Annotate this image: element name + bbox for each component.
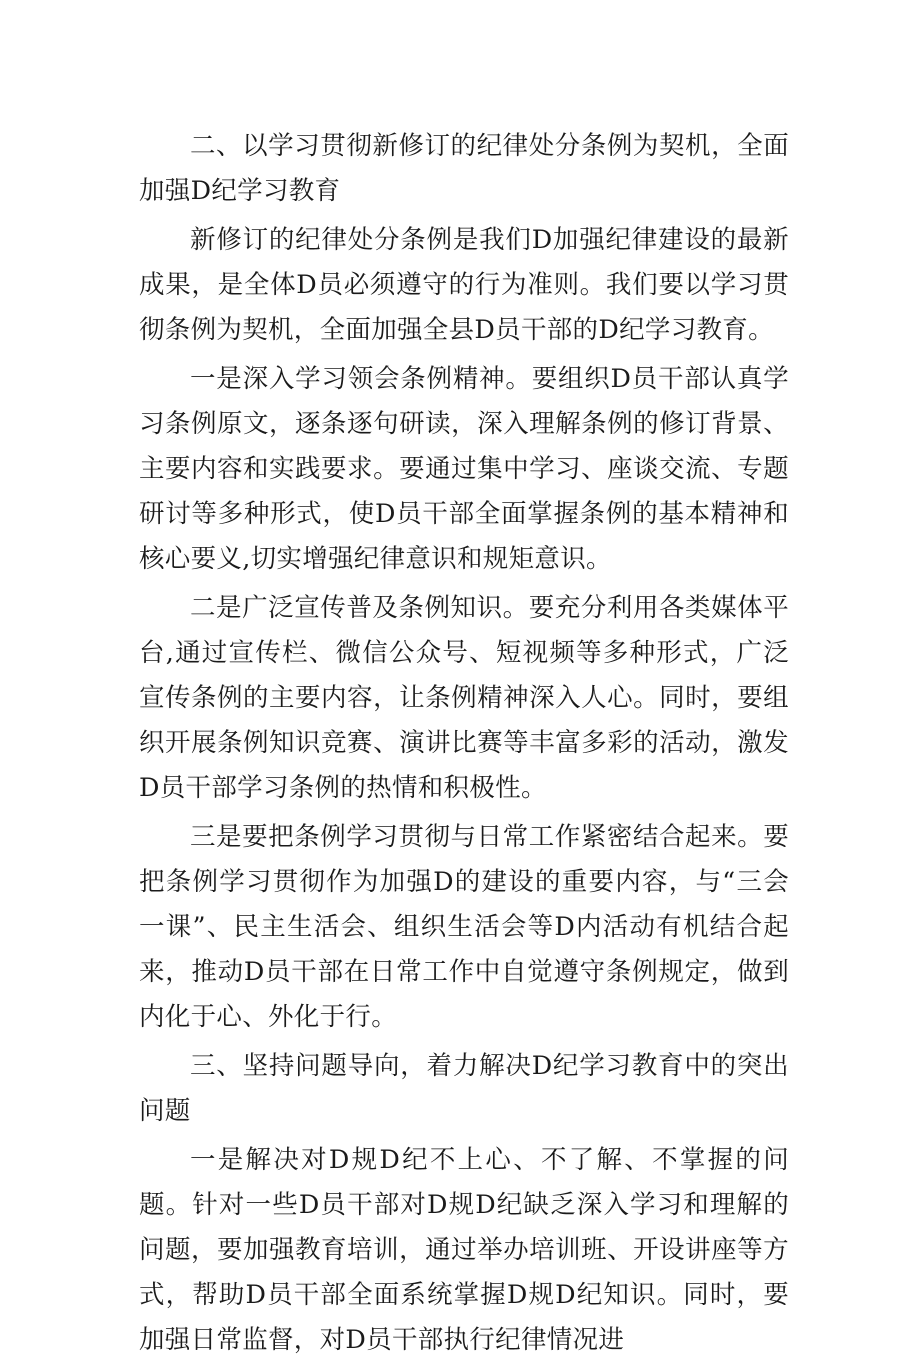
document-body <box>139 124 789 1367</box>
paragraph-intro: 新修订的纪律处分条例是我们D加强纪律建设的最新成果，是全体D员必须遵守的行为准则。我们要以学习贯彻条例为契机，全面加强全县D员干部的D纪学习教育。 <box>139 225 789 345</box>
paragraph-problem-1: 一是解决对D规D纪不上心、不了解、不掌握的问题。针对一些D员干部对D规D纪缺乏深入学习和理解的问题，要加强教育培训，通过举办培训班、开设讲座等方式，帮助D员干部全面系统掌握D规D纪知识。同时，要加强日常监督，对D员干部执行纪律情况进 <box>139 1145 789 1355</box>
section-heading-3: 三、坚持问题导向，着力解决D纪学习教育中的突出问题 <box>139 1051 789 1126</box>
section-heading-2: 二、以学习贯彻新修订的纪律处分条例为契机，全面加强D纪学习教育 <box>139 131 789 206</box>
paragraph-point-3: 三是要把条例学习贯彻与日常工作紧密结合起来。要把条例学习贯彻作为加强D的建设的重要内容，与“三会一课”、民主生活会、组织生活会等D内活动有机结合起来，推动D员干部在日常工作中自觉遵守条例规定，做到内化于心、外化于行。 <box>139 822 789 1032</box>
paragraph-point-1: 一是深入学习领会条例精神。要组织D员干部认真学习条例原文，逐条逐句研读，深入理解条例的修订背景、主要内容和实践要求。要通过集中学习、座谈交流、专题研讨等多种形式，使D员干部全面掌握条例的基本精神和核心要义,切实增强纪律意识和规矩意识。 <box>139 364 789 574</box>
paragraph-point-2: 二是广泛宣传普及条例知识。要充分利用各类媒体平台,通过宣传栏、微信公众号、短视频等多种形式，广泛宣传条例的主要内容，让条例精神深入人心。同时，要组织开展条例知识竞赛、演讲比赛等丰富多彩的活动，激发D员干部学习条例的热情和积极性。 <box>139 593 789 803</box>
